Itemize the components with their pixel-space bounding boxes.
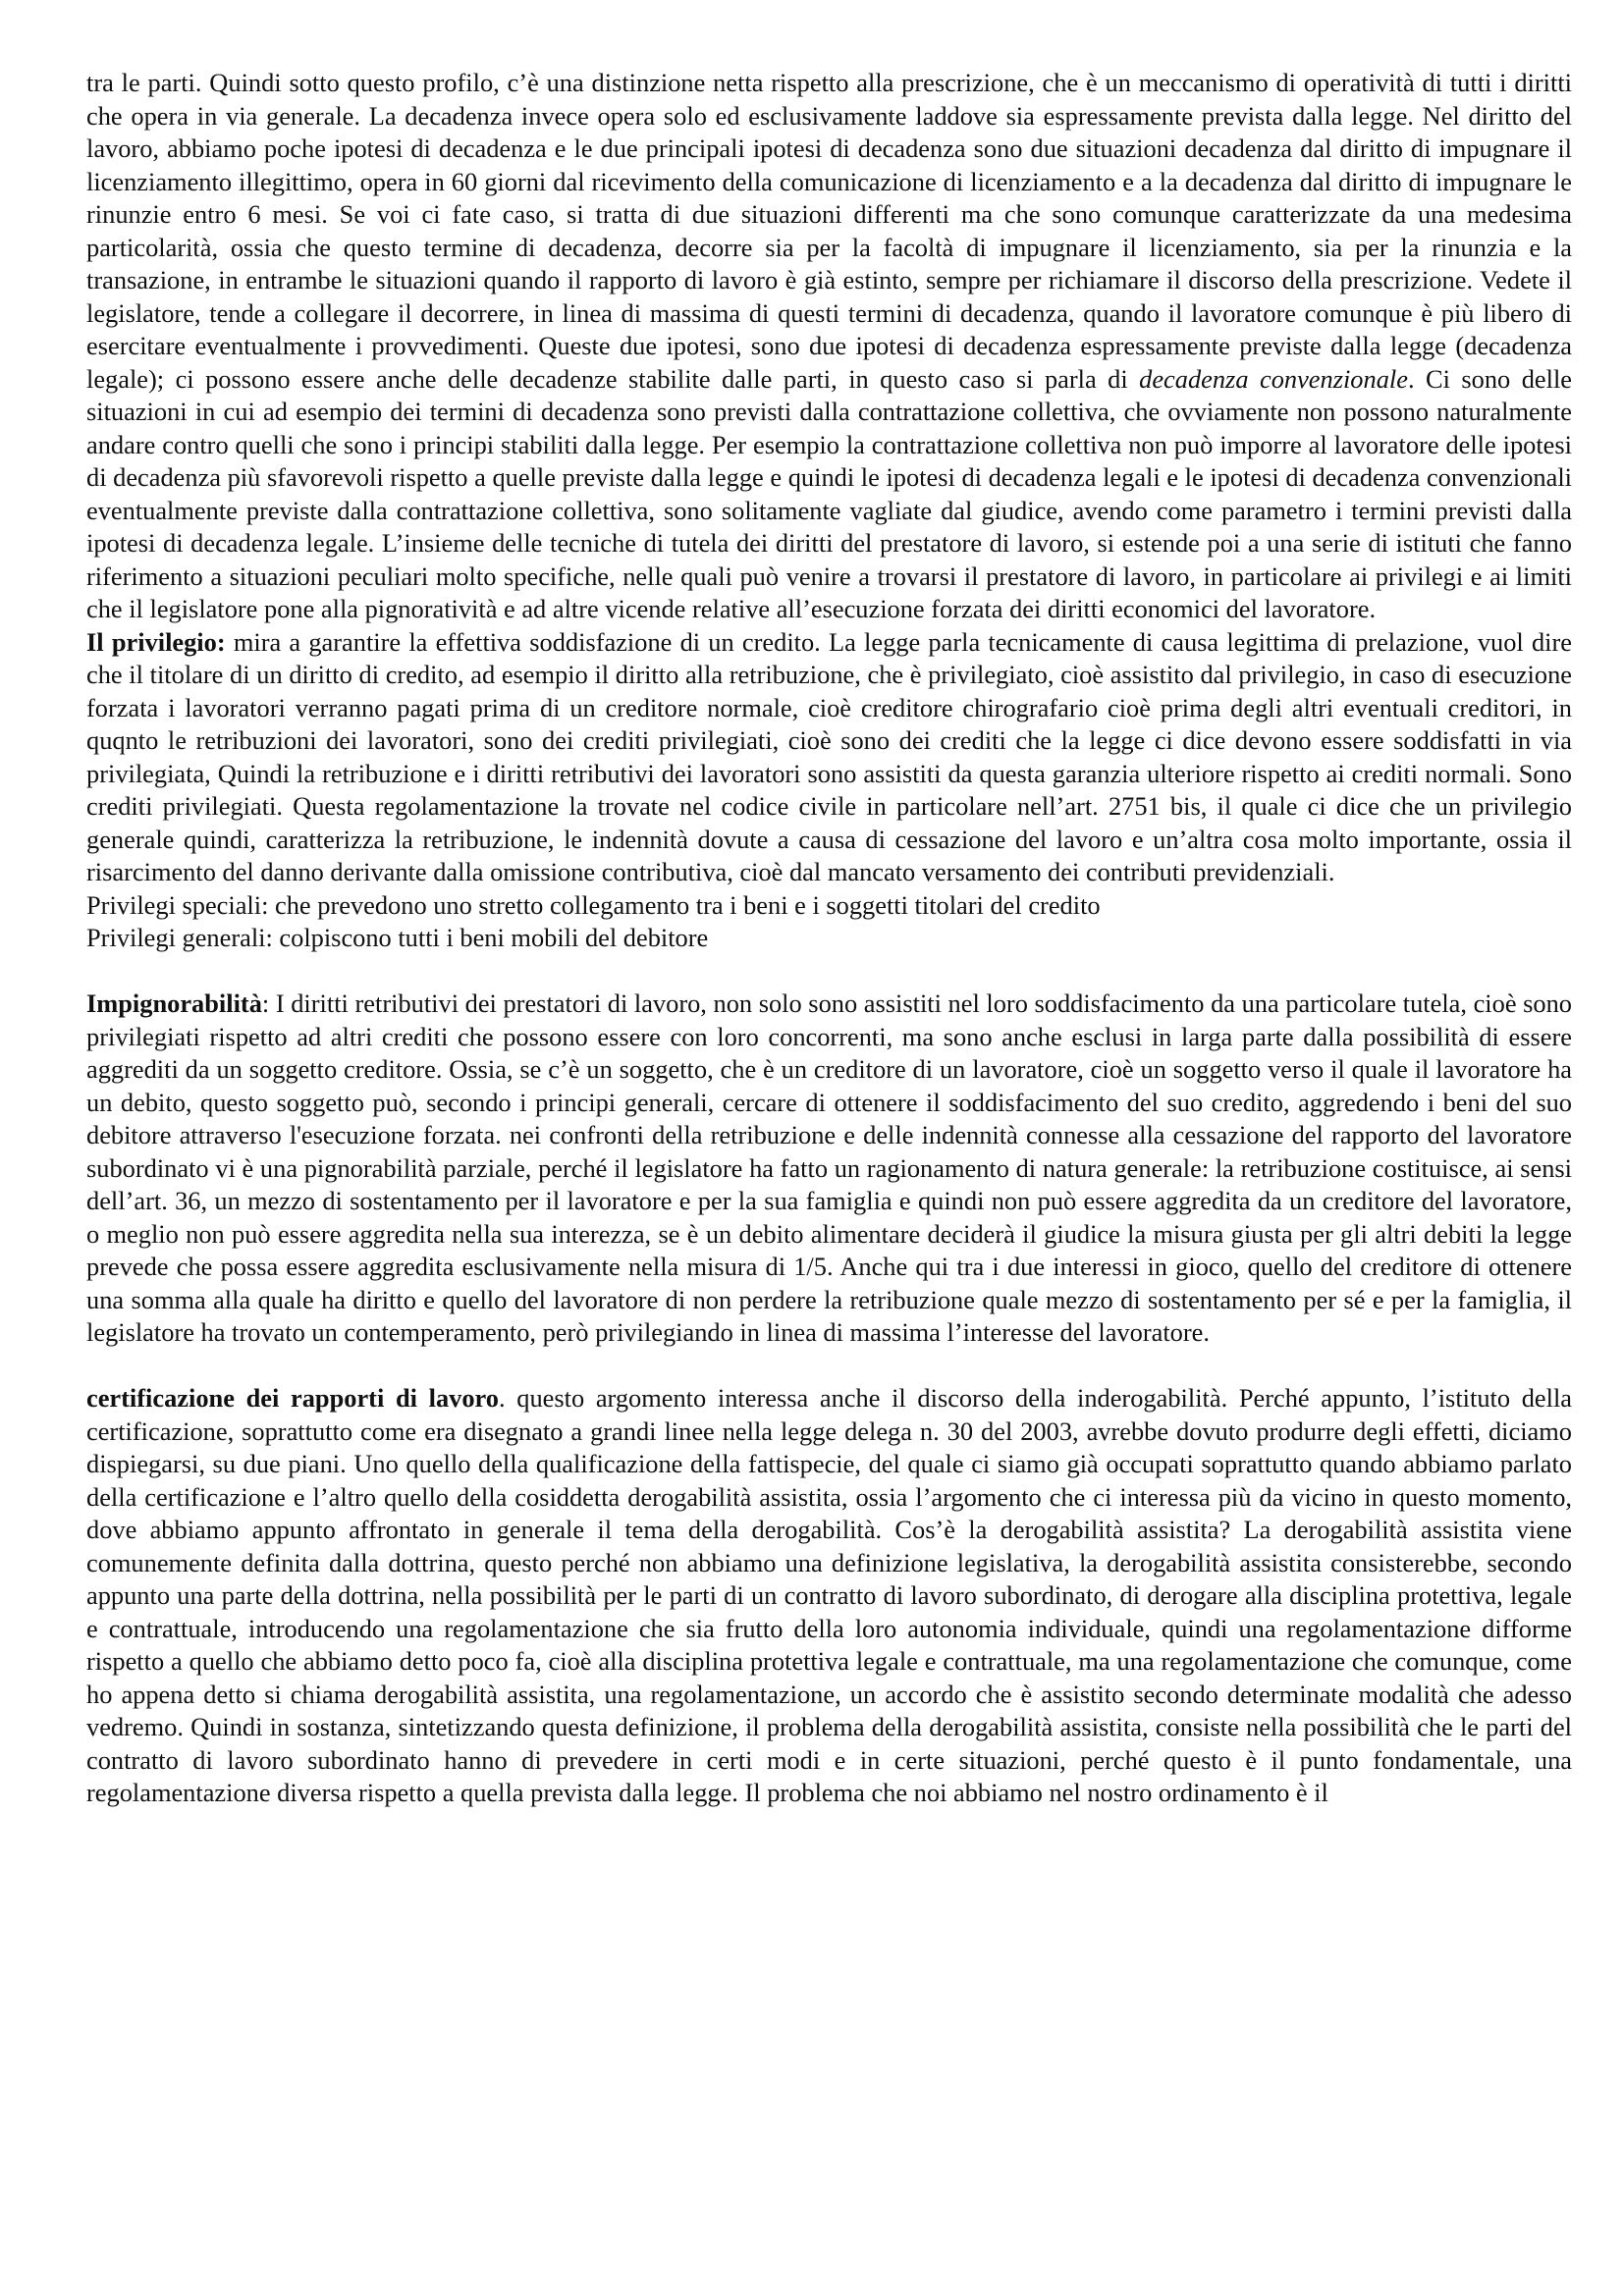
paragraph-certificazione	[86, 1382, 1572, 1810]
paragraph-privilegio	[86, 626, 1572, 889]
paragraph-text: . questo argomento interessa anche il discorso della inderogabilità. Perché appunto, l’istituto della certificazione, soprattutto come era disegnato a grandi linee nella legge delega n. 30 del 2003, avrebbe dovuto produrre degli effetti, diciamo dispiegarsi, su due piani. Uno quello della qualificazione della fattispecie, del quale ci siamo già occupati soprattutto quando abbiamo parlato della certificazione e l’altro quello della cosiddetta derogabilità assistita, ossia l’argomento che ci interessa più da vicino in questo momento, dove abbiamo appunto affrontato in generale il tema della derogabilità. Cos’è la derogabilità assistita? La derogabilità assistita viene comunemente definita dalla dottrina, questo perché non abbiamo una definizione legislativa, la derogabilità assistita consisterebbe, secondo appunto una parte della dottrina, nella possibilità per le parti di un contratto di lavoro subordinato, di derogare alla disciplina protettiva, legale e contrattuale, introducendo una regolamentazione che sia frutto della loro autonomia individuale, quindi una regolamentazione difforme rispetto a quello che abbiamo detto poco fa, cioè alla disciplina protettiva legale e contrattuale, ma una regolamentazione che comunque, come ho appena detto si chiama derogabilità assistita, una regolamentazione, un accordo che è assistito secondo determinate modalità che adesso vedremo. Quindi in sostanza, sintetizzando questa definizione, il problema della derogabilità assistita, consiste nella possibilità che le parti del contratto di lavoro subordinato hanno di prevedere in certi modi e in certe situazioni, perché questo è il punto fondamentale, una regolamentazione diversa rispetto a quella prevista dalla legge. Il problema che noi abbiamo nel nostro ordinamento è il	[86, 1383, 1572, 1807]
paragraph-privilegi-generali: Privilegi generali: colpiscono tutti i beni mobili del debitore	[86, 923, 709, 952]
paragraph-text: : I diritti retributivi dei prestatori di lavoro, non solo sono assistiti nel loro soddisfacimento da una particolare tutela, cioè sono privilegiati rispetto ad altri crediti che possono essere con loro concorrenti, ma sono anche esclusi in larga parte dalla possibilità di essere aggrediti da un soggetto creditore. Ossia, se c’è un soggetto, che è un creditore di un lavoratore, cioè un soggetto verso il quale il lavoratore ha un debito, questo soggetto può, secondo i principi generali, cercare di ottenere il soddisfacimento del suo credito, aggredendo i beni del suo debitore attraverso l'esecuzione forzata. nei confronti della retribuzione e delle indennità connesse alla cessazione del rapporto del lavoratore subordinato vi è una pignorabilità parziale, perché il legislatore ha fatto un ragionamento di natura generale: la retribuzione costituisce, ai sensi dell’art. 36, un mezzo di sostentamento per il lavoratore e per la sua famiglia e quindi non può essere aggredita da un creditore del lavoratore, o meglio non può essere aggredita nella sua interezza, se è un debito alimentare deciderà il giudice la misura giusta per gli altri debiti la legge prevede che possa essere aggredita esclusivamente nella misura di 1/5. Anche qui tra i due interessi in gioco, quello del creditore di ottenere una somma alla quale ha diritto e quello del lavoratore di non perdere la retribuzione quale mezzo di sostentamento per sé e per la famiglia, il legislatore ha trovato un contemperamento, però privilegiando in linea di massima l’interesse del lavoratore.	[86, 988, 1572, 1347]
paragraph-text: mira a garantire la effettiva soddisfazione di un credito. La legge parla tecnicamente di causa legittima di prelazione, vuol dire che il titolare di un diritto di credito, ad esempio il diritto alla retribuzione, che è privilegiato, cioè assistito dal privilegio, in caso di esecuzione forzata i lavoratori verranno pagati prima di un creditore normale, cioè creditore chirografario cioè prima degli altri eventuali creditori, in quqnto le retribuzioni dei lavoratori, sono dei crediti privilegiati, cioè sono dei crediti che la legge ci dice devono essere soddisfatti in via privilegiata, Quindi la retribuzione e i diritti retributivi dei lavoratori sono assistiti da questa garanzia ulteriore rispetto ai crediti normali. Sono crediti privilegiati. Questa regolamentazione la trovate nel codice civile in particolare nell’art. 2751 bis, il quale ci dice che un privilegio generale quindi, caratterizza la retribuzione, le indennità dovute a causa di cessazione del lavoro e un’altra cosa molto importante, ossia il risarcimento del danno derivante dalla omissione contributiva, cioè dal mancato versamento dei contributi previdenziali.	[86, 626, 1572, 886]
section-heading: certificazione dei rapporti di lavoro	[86, 1383, 499, 1413]
paragraph-privilegi-speciali: Privilegi speciali: che prevedono uno stretto collegamento tra i beni e i soggetti titolari del credito	[86, 889, 1101, 920]
paragraph-impignorabilita	[86, 988, 1572, 1350]
paragraph-decadenza	[86, 67, 1572, 626]
paragraph-text: . Ci sono delle situazioni in cui ad esempio dei termini di decadenza sono previsti dalla contrattazione collettiva, che ovviamente non possono naturalmente andare contro quelli che sono i principi stabiliti dalla legge. Per esempio la contrattazione collettiva non può imporre al lavoratore delle ipotesi di decadenza più sfavorevoli rispetto a quelle previste dalla legge e quindi le ipotesi di decadenza legali e le ipotesi di decadenza convenzionali eventualmente previste dalla contrattazione collettiva, sono solitamente vagliate dal giudice, avendo come parametro i termini previsti dalla ipotesi di decadenza legale. L’insieme delle tecniche di tutela dei diritti del prestatore di lavoro, si estende poi a una serie di istituti che fanno riferimento a situazioni peculiari molto specifiche, nelle quali può venire a trovarsi il prestatore di lavoro, in particolare ai privilegi e ai limiti che il legislatore pone alla pignoratività e ad altre vicende relative all’esecuzione forzata dei diritti economici del lavoratore.	[86, 363, 1572, 623]
document-body	[86, 67, 1572, 1810]
paragraph-text: tra le parti. Quindi sotto questo profilo, c’è una distinzione netta rispetto alla prescrizione, che è un meccanismo di operatività di tutti i diritti che opera in via generale. La decadenza invece opera solo ed esclusivamente laddove sia espressamente prevista dalla legge. Nel diritto del lavoro, abbiamo poche ipotesi di decadenza e le due principali ipotesi di decadenza sono due situazioni decadenza dal diritto di impugnare il licenziamento illegittimo, opera in 60 giorni dal ricevimento della comunicazione di licenziamento e a la decadenza dal diritto di impugnare le rinunzie entro 6 mesi. Se voi ci fate caso, si tratta di due situazioni differenti ma che sono comunque caratterizzate da una medesima particolarità, ossia che questo termine di decadenza, decorre sia per la facoltà di impugnare il licenziamento, sia per la rinunzia e la transazione, in entrambe le situazioni quando il rapporto di lavoro è già estinto, sempre per richiamare il discorso della prescrizione. Vedete il legislatore, tende a collegare il decorrere, in linea di massima di questi termini di decadenza, quando il lavoratore comunque è più libero di esercitare eventualmente i provvedimenti. Queste due ipotesi, sono due ipotesi di decadenza espressamente previste dalla legge (decadenza legale); ci possono essere anche delle decadenze stabilite dalle parti, in questo caso si parla di	[86, 68, 1572, 394]
section-heading: Il privilegio:	[86, 626, 226, 657]
section-heading: Impignorabilità	[86, 988, 262, 1018]
italic-term: decadenza convenzionale	[1139, 363, 1408, 394]
